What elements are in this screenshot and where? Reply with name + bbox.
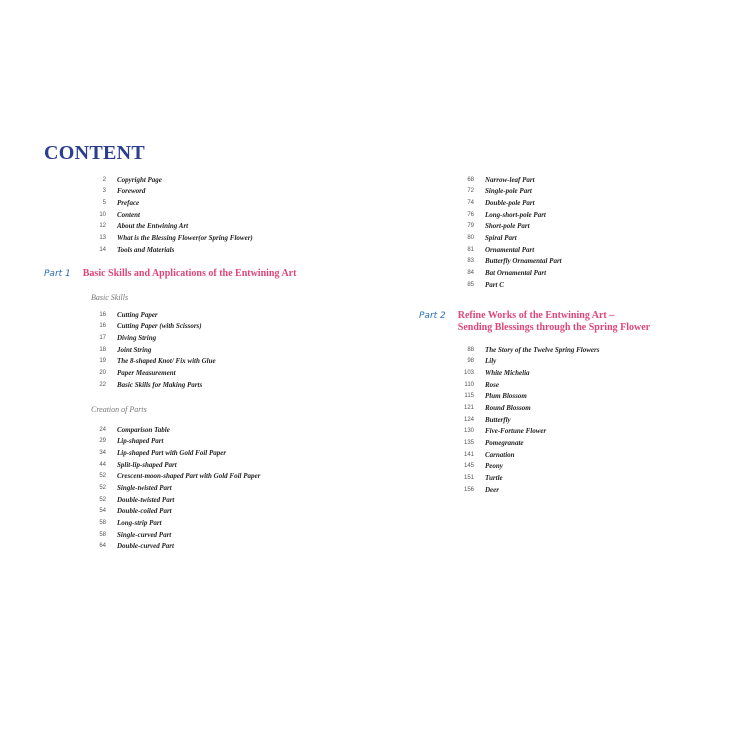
page-number: 52 xyxy=(99,496,106,503)
toc-entry[interactable] xyxy=(84,321,216,333)
entry-title: Cutting Paper (with Scissors) xyxy=(117,322,202,331)
entry-title: Double-curved Part xyxy=(117,542,174,551)
entry-title: Joint String xyxy=(117,345,152,354)
toc-entry[interactable] xyxy=(84,232,253,244)
page-number: 83 xyxy=(467,258,474,265)
toc-entry[interactable] xyxy=(84,221,253,233)
page-number: 98 xyxy=(467,358,474,365)
entry-title: Double-twisted Part xyxy=(117,495,175,504)
toc-entry[interactable] xyxy=(84,309,216,321)
toc-entry[interactable] xyxy=(84,367,216,379)
page-number: 80 xyxy=(467,235,474,242)
toc-entry[interactable] xyxy=(452,197,562,209)
entry-title: Plum Blossom xyxy=(485,392,527,401)
toc-entry[interactable] xyxy=(84,459,260,471)
section-heading-basic-skills: Basic Skills xyxy=(91,293,129,302)
part2-heading xyxy=(419,310,650,334)
page-number: 18 xyxy=(99,346,106,353)
toc-entry[interactable] xyxy=(452,484,599,496)
entry-title: Single-pole Part xyxy=(485,187,532,196)
page-number: 12 xyxy=(99,223,106,230)
toc-entry[interactable] xyxy=(452,267,562,279)
toc-entry[interactable] xyxy=(452,221,562,233)
page-number: 130 xyxy=(463,428,474,435)
toc-entry[interactable] xyxy=(452,402,599,414)
entry-title: What is the Blessing Flower(or Spring Flower) xyxy=(117,234,253,243)
page-number: 13 xyxy=(99,235,106,242)
entry-title: White Michelia xyxy=(485,369,530,378)
toc-entry[interactable] xyxy=(452,244,562,256)
entry-title: About the Entwining Art xyxy=(117,222,189,231)
entry-title: Basic Skills for Making Parts xyxy=(117,380,203,389)
toc-entry[interactable] xyxy=(452,367,599,379)
page-number: 72 xyxy=(467,188,474,195)
toc-entry[interactable] xyxy=(452,414,599,426)
page-number: 10 xyxy=(99,211,106,218)
toc-entry[interactable] xyxy=(84,244,253,256)
part-title-line2[interactable]: Sending Blessings through the Spring Flower xyxy=(457,322,651,333)
entry-title: Bat Ornamental Part xyxy=(485,268,547,277)
toc-entry[interactable] xyxy=(452,279,562,291)
entry-title: Butterfly Ornamental Part xyxy=(485,257,562,266)
toc-entry[interactable] xyxy=(84,447,260,459)
entry-title: Split-lip-shaped Part xyxy=(117,460,177,469)
page-number: 74 xyxy=(467,200,474,207)
toc-entry[interactable] xyxy=(84,209,253,221)
part1-heading xyxy=(44,268,296,280)
page-number: 141 xyxy=(463,451,474,458)
page-number: 84 xyxy=(467,269,474,276)
entry-title: Diving String xyxy=(117,334,157,343)
entry-title: Foreword xyxy=(117,187,146,196)
page-number: 58 xyxy=(99,531,106,538)
page-number: 58 xyxy=(99,519,106,526)
toc-entry[interactable] xyxy=(84,529,260,541)
toc-entry[interactable] xyxy=(452,379,599,391)
entry-title: Paper Measurement xyxy=(117,369,176,378)
toc-entry[interactable] xyxy=(452,425,599,437)
entry-title: Long-strip Part xyxy=(117,518,162,527)
page-number: 16 xyxy=(99,311,106,318)
entry-title: Single-twisted Part xyxy=(117,484,172,493)
page-number: 19 xyxy=(99,358,106,365)
page-number: 52 xyxy=(99,485,106,492)
entry-title: Narrow-leaf Part xyxy=(485,175,535,184)
entry-title: Cutting Paper xyxy=(117,310,158,319)
page-number: 16 xyxy=(99,323,106,330)
page-number: 121 xyxy=(463,405,474,412)
part-label: Part 2 xyxy=(419,311,446,321)
toc-entry[interactable] xyxy=(84,436,260,448)
page-number: 135 xyxy=(463,439,474,446)
entry-title: Double-pole Part xyxy=(485,199,535,208)
right-parts-list xyxy=(452,174,562,290)
toc-entry[interactable] xyxy=(452,344,599,356)
toc-entry[interactable] xyxy=(84,494,260,506)
page-number: 22 xyxy=(99,381,106,388)
page-number: 44 xyxy=(99,461,106,468)
toc-entry[interactable] xyxy=(452,209,562,221)
page-number: 29 xyxy=(99,438,106,445)
page-number: 156 xyxy=(463,486,474,493)
toc-entry[interactable] xyxy=(452,449,599,461)
page-number: 115 xyxy=(464,393,474,400)
page-number: 17 xyxy=(99,335,106,342)
entry-title: Round Blossom xyxy=(485,404,531,413)
entry-title: Copyright Page xyxy=(117,175,162,184)
toc-entry[interactable] xyxy=(84,344,216,356)
page-number: 34 xyxy=(99,450,106,457)
page-number: 76 xyxy=(467,211,474,218)
toc-entry[interactable] xyxy=(84,540,260,552)
page-title: CONTENT xyxy=(44,142,146,164)
toc-entry[interactable] xyxy=(84,356,216,368)
toc-entry[interactable] xyxy=(84,197,253,209)
page-number: 54 xyxy=(99,508,106,515)
entry-title: Turtle xyxy=(485,473,503,482)
toc-entry[interactable] xyxy=(84,174,253,186)
page-number: 24 xyxy=(99,426,106,433)
toc-entry[interactable] xyxy=(452,356,599,368)
page-number: 103 xyxy=(463,370,474,377)
part-label: Part 1 xyxy=(44,269,71,279)
entry-title: Butterfly xyxy=(485,415,511,424)
toc-entry[interactable] xyxy=(84,505,260,517)
entry-title: Peony xyxy=(485,462,503,471)
entry-title: Lip-shaped Part with Gold Foil Paper xyxy=(117,449,227,458)
entry-title: Part C xyxy=(485,280,504,289)
section-heading-creation-of-parts: Creation of Parts xyxy=(91,405,147,414)
part-title[interactable]: Basic Skills and Applications of the Entwining Art xyxy=(82,268,297,279)
entry-title: Preface xyxy=(117,199,140,208)
entry-title: Single-curved Part xyxy=(117,530,172,539)
page-number: 52 xyxy=(99,473,106,480)
page-number: 110 xyxy=(464,381,474,388)
entry-title: Tools and Materials xyxy=(117,245,175,254)
part-title-line1[interactable]: Refine Works of the Entwining Art – xyxy=(457,310,615,321)
entry-title: Five-Fortune Flower xyxy=(485,427,547,436)
entry-title: Crescent-moon-shaped Part with Gold Foil Paper xyxy=(117,472,261,481)
page-number: 3 xyxy=(102,188,106,195)
entry-title: Pomegranate xyxy=(485,438,524,447)
entry-title: Lily xyxy=(485,357,497,366)
entry-title: Comparison Table xyxy=(117,425,170,434)
page-number: 124 xyxy=(463,416,474,423)
page-number: 145 xyxy=(463,463,474,470)
entry-title: Ornamental Part xyxy=(485,245,535,254)
toc-entry[interactable] xyxy=(452,255,562,267)
creation-of-parts-list xyxy=(84,424,260,552)
entry-title: Content xyxy=(117,210,140,219)
entry-title: Carnation xyxy=(485,450,515,459)
toc-entry[interactable] xyxy=(452,437,599,449)
entry-title: The 8-shaped Knot/ Fix with Glue xyxy=(117,357,216,366)
toc-entry[interactable] xyxy=(452,174,562,186)
toc-entry[interactable] xyxy=(84,379,216,391)
intro-list xyxy=(84,174,253,255)
toc-entry[interactable] xyxy=(452,232,562,244)
entry-title: Double-coiled Part xyxy=(117,507,172,516)
page-number: 20 xyxy=(99,370,106,377)
toc-entry[interactable] xyxy=(84,517,260,529)
toc-entry[interactable] xyxy=(452,472,599,484)
page-number: 88 xyxy=(467,346,474,353)
entry-title: Lip-shaped Part xyxy=(117,437,164,446)
toc-entry[interactable] xyxy=(452,186,562,198)
page-number: 5 xyxy=(102,200,106,207)
toc-entry[interactable] xyxy=(452,391,599,403)
toc-entry[interactable] xyxy=(84,471,260,483)
page-number: 64 xyxy=(99,543,106,550)
page-number: 68 xyxy=(467,176,474,183)
part-title-block xyxy=(458,310,650,334)
entry-title: Spiral Part xyxy=(485,234,517,243)
entry-title: Deer xyxy=(485,485,499,494)
toc-entry[interactable] xyxy=(84,482,260,494)
entry-title: Rose xyxy=(485,380,499,389)
toc-entry[interactable] xyxy=(84,424,260,436)
part2-list xyxy=(452,344,599,495)
page-number: 2 xyxy=(102,176,106,183)
toc-entry[interactable] xyxy=(452,460,599,472)
page-number: 79 xyxy=(467,223,474,230)
basic-skills-list xyxy=(84,309,216,390)
page-number: 14 xyxy=(99,246,106,253)
page-number: 85 xyxy=(467,281,474,288)
entry-title: Short-pole Part xyxy=(485,222,530,231)
entry-title: The Story of the Twelve Spring Flowers xyxy=(485,345,600,354)
page-number: 151 xyxy=(463,474,474,481)
entry-title: Long-short-pole Part xyxy=(485,210,546,219)
page-number: 81 xyxy=(467,246,474,253)
toc-entry[interactable] xyxy=(84,332,216,344)
toc-entry[interactable] xyxy=(84,186,253,198)
